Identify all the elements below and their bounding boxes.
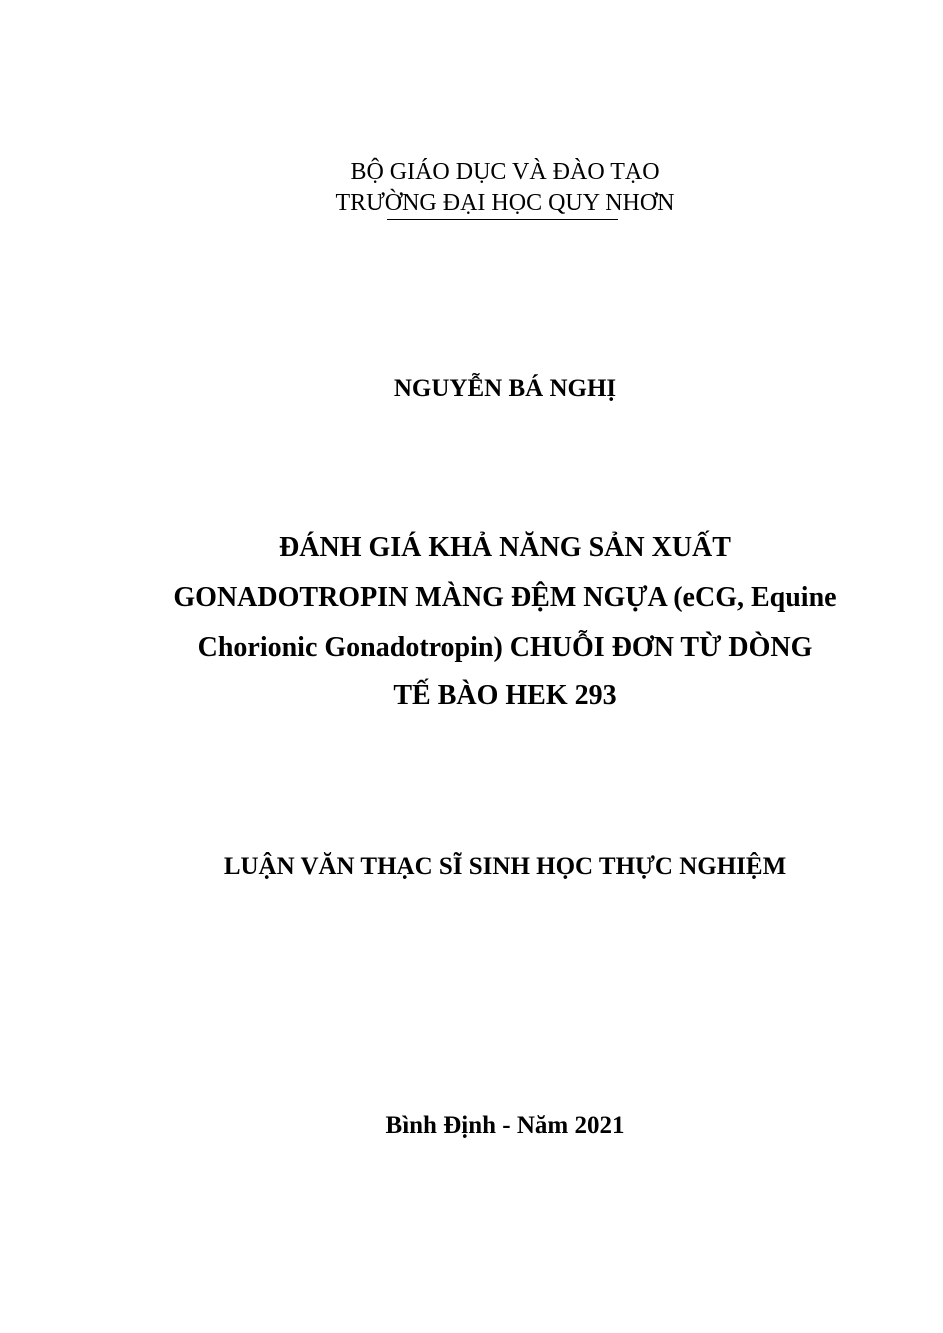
place-and-year: Bình Định - Năm 2021 [385, 1112, 625, 1139]
ministry-name: BỘ GIÁO DỤC VÀ ĐÀO TẠO [350, 159, 660, 185]
author-name: NGUYỄN BÁ NGHỊ [393, 375, 617, 402]
thesis-title-line: TẾ BÀO HEK 293 [393, 680, 617, 711]
header-underline [387, 219, 618, 220]
thesis-title-line: GONADOTROPIN MÀNG ĐỆM NGỰA (eCG, Equine [173, 582, 837, 613]
degree-type: LUẬN VĂN THẠC SĨ SINH HỌC THỰC NGHIỆM [223, 853, 787, 880]
thesis-title-line: Chorionic Gonadotropin) CHUỖI ĐƠN TỪ DÒNG [197, 632, 813, 663]
university-name: TRƯỜNG ĐẠI HỌC QUY NHƠN [335, 190, 675, 216]
thesis-title-line: ĐÁNH GIÁ KHẢ NĂNG SẢN XUẤT [279, 532, 731, 563]
